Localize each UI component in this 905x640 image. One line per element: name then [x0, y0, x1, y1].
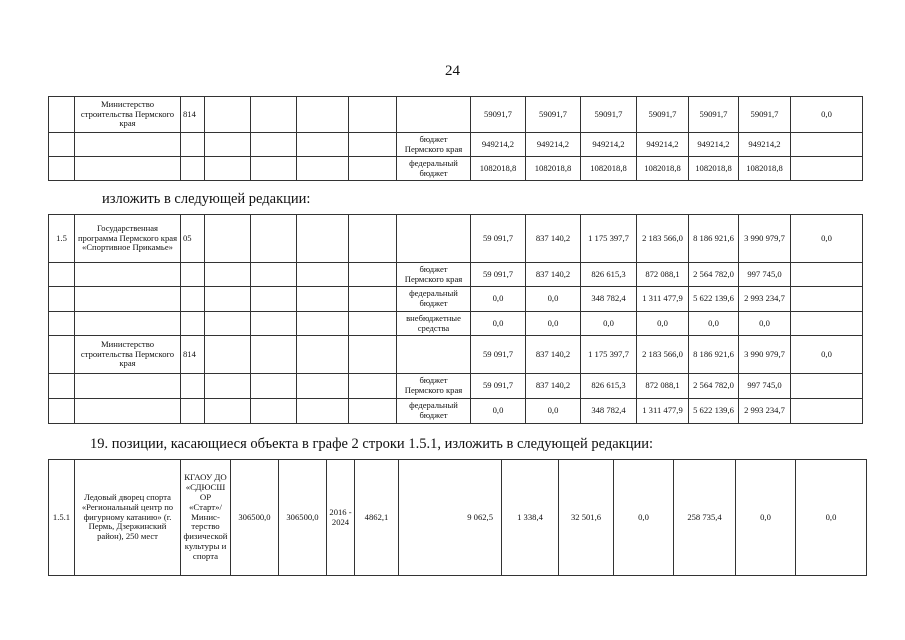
table-new [48, 214, 863, 424]
program-code: 05 [181, 215, 205, 263]
funding-source: бюджет Пермского края [397, 263, 471, 287]
ministry-name: Министерство строительства Пермского края [75, 97, 181, 133]
table-row: Министерство строительства Пермского края 814 59 091,7 837 140,2 1 175 397,7 2 183 566,0 8 186 921,6 3 990 979,7 0,0 [49, 336, 863, 374]
funding-source: бюджет Пермского края [397, 374, 471, 399]
table-row: Министерство строительства Пермского края 814 59091,7 59091,7 59091,7 59091,7 59091,7 59091,7 0,0 [49, 97, 863, 133]
cost-total: 306500,0 [231, 460, 279, 576]
table-row: федеральный бюджет 0,0 0,0 348 782,4 1 311 477,9 5 622 139,6 2 993 234,7 [49, 399, 863, 424]
funding-source: бюджет Пермского края [397, 133, 471, 157]
period: 2016 - 2024 [327, 460, 355, 576]
section-heading: изложить в следующей редакции: [102, 191, 311, 207]
table-row: бюджет Пермского края 59 091,7 837 140,2 826 615,3 872 088,1 2 564 782,0 997 745,0 [49, 374, 863, 399]
ministry-code: 814 [181, 336, 205, 374]
section-heading: 19. позиции, касающиеся объекта в графе 2 строки 1.5.1, изложить в следующей редакции: [90, 436, 654, 452]
funding-source: федеральный бюджет [397, 157, 471, 181]
table-old [48, 96, 863, 181]
ministry-name: Министерство строительства Пермского края [75, 336, 181, 374]
funding-source: внебюджетные средства [397, 312, 471, 336]
table-row: федеральный бюджет 1082018,8 1082018,8 1082018,8 1082018,8 1082018,8 1082018,8 [49, 157, 863, 181]
capacity: 4862,1 [355, 460, 399, 576]
table-row: внебюджетные средства 0,0 0,0 0,0 0,0 0,0 0,0 [49, 312, 863, 336]
page-number: 24 [445, 63, 460, 79]
table-row: бюджет Пермского края 59 091,7 837 140,2 826 615,3 872 088,1 2 564 782,0 997 745,0 [49, 263, 863, 287]
customer-name: КГАОУ ДО «СДЮСШ ОР «Старт»/ Минис-терство физической культуры и спорта [181, 460, 231, 576]
ministry-code: 814 [181, 97, 205, 133]
row-number: 1.5 [49, 215, 75, 263]
table-row: бюджет Пермского края 949214,2 949214,2 949214,2 949214,2 949214,2 949214,2 [49, 133, 863, 157]
table-object [48, 459, 867, 576]
row-number: 1.5.1 [49, 460, 75, 576]
table-row: 1.5 Государственная программа Пермского края «Спортивное Прикамье» 05 59 091,7 837 140,2 1 175 397,7 2 183 566,0 8 186 921,6 3 990 979,7 0,0 [49, 215, 863, 263]
funding-source: федеральный бюджет [397, 399, 471, 424]
object-name: Ледовый дворец спорта «Региональный центр по фигурному катанию» (г. Пермь, Дзержинский район), 250 мест [75, 460, 181, 576]
table-row: 1.5.1 Ледовый дворец спорта «Региональный центр по фигурному катанию» (г. Пермь, Дзержинский район), 250 мест КГАОУ ДО «СДЮСШ ОР «Старт»/ Минис-терство физической культуры и спорта 306500,0 306500,0 2016 - 2024 4862,1 9 062,5 1 338,4 32 501,6 0,0 258 735,4 0,0 0,0 [49, 460, 867, 576]
cost-estimate: 306500,0 [279, 460, 327, 576]
funding-source: федеральный бюджет [397, 287, 471, 312]
program-name: Государственная программа Пермского края «Спортивное Прикамье» [75, 215, 181, 263]
table-row: федеральный бюджет 0,0 0,0 348 782,4 1 311 477,9 5 622 139,6 2 993 234,7 [49, 287, 863, 312]
